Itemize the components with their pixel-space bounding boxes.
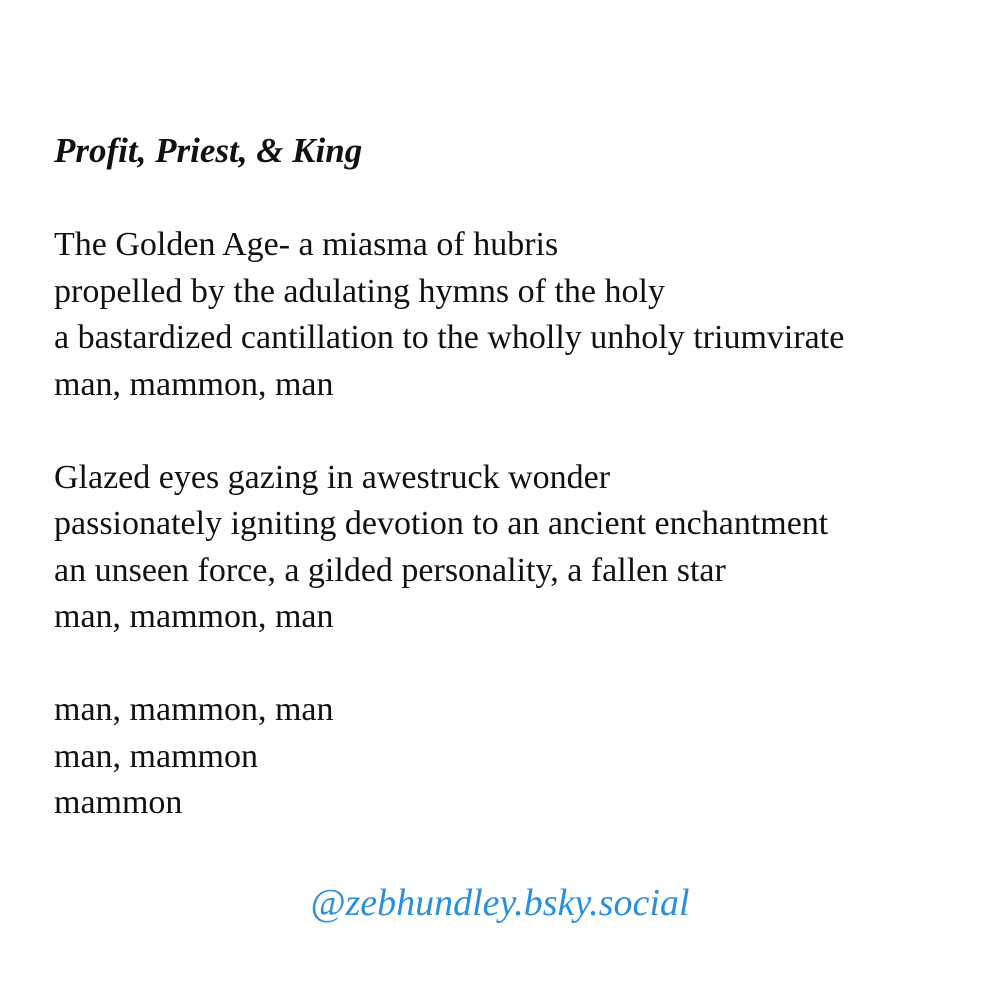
poem-title: Profit, Priest, & King: [54, 131, 363, 170]
poem-line: mammon: [54, 784, 183, 821]
poem: [54, 128, 984, 827]
poem-line: The Golden Age- a miasma of hubris: [54, 226, 559, 263]
spacer: [54, 408, 984, 455]
poem-line: Glazed eyes gazing in awestruck wonder: [54, 458, 611, 496]
poem-line: man, mammon, man: [54, 598, 334, 635]
poem-line: man, mammon, man: [54, 691, 334, 728]
poem-line: man, mammon, man: [54, 365, 334, 403]
poem-line: propelled by the adulating hymns of the holy: [54, 272, 665, 310]
spacer: [54, 174, 984, 222]
poem-line: a bastardized cantillation to the wholly unholy triumvirate: [54, 319, 845, 356]
spacer: [54, 641, 984, 688]
poem-line: man, mammon: [54, 737, 258, 775]
stanza-3: [54, 687, 984, 827]
poem-line: an unseen force, a gilded personality, a fallen star: [54, 551, 726, 589]
poem-line: passionately igniting devotion to an ancient enchantment: [54, 505, 829, 542]
stanza-1: [54, 222, 984, 408]
stanza-2: [54, 455, 984, 641]
author-handle: @zebhundley.bsky.social: [310, 882, 690, 924]
